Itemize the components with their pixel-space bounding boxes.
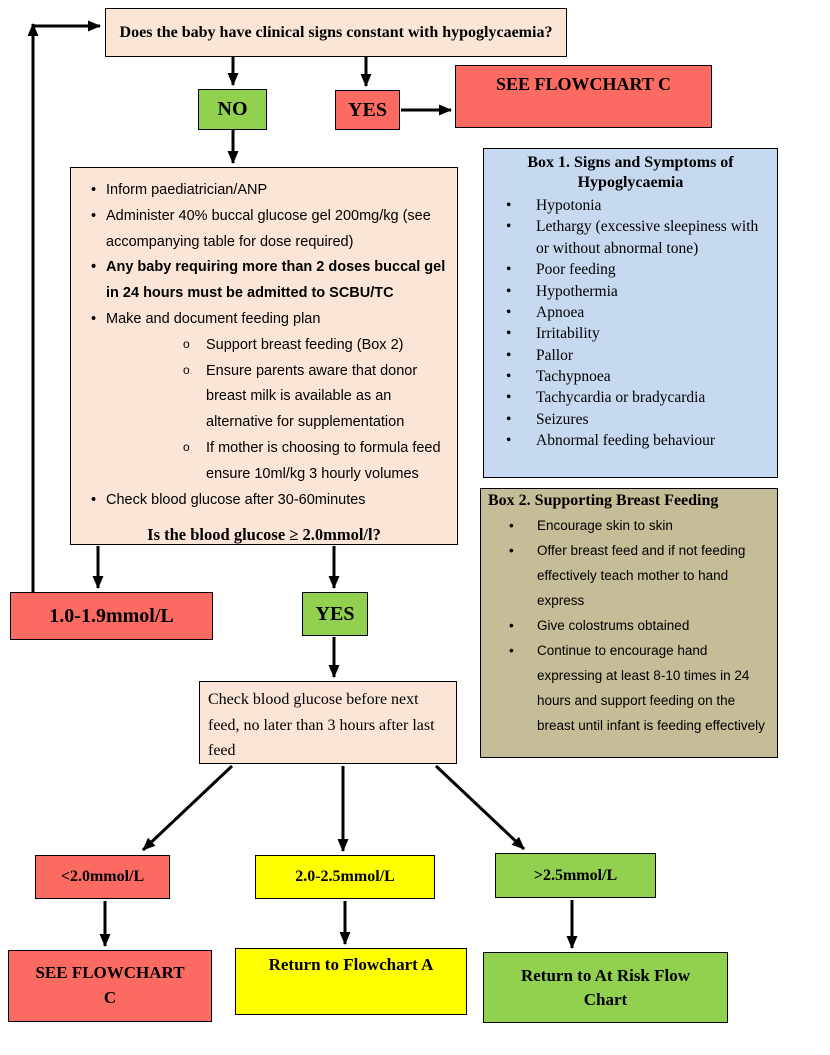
list-item: • Encourage skin to skin [501,514,771,539]
list-item: • Continue to encourage hand expressing at least 8-10 times in 24 hours and support feeding on the breast until infant is feeding effectively [501,639,771,739]
box2-title: Box 2. Supporting Breast Feeding [488,492,719,509]
list-item: o Ensure parents aware that donor breast milk is available as an alternative for supplementation [91,359,451,436]
outcome-return-flowchart-a-box [235,948,467,1015]
list-item: • Any baby requiring more than 2 doses buccal gel in 24 hours must be admitted to SCBU/TC [91,255,451,307]
list-item: • Offer breast feed and if not feeding effectively teach mother to hand express [501,539,771,614]
actions-list [71,168,457,513]
list-item: • Inform paediatrician/ANP [91,178,451,204]
list-item: • Check blood glucose after 30-60minutes [91,488,451,514]
branch-low-text: <2.0mmol/L [60,868,145,885]
list-item: • Make and document feeding plan [91,307,451,333]
list-item: • Apnoea [502,302,771,323]
list-item: • Tachycardia or bradycardia [502,387,771,408]
list-item: • Poor feeding [502,259,771,280]
list-item: • Tachypnoea [502,366,771,387]
box2-list [481,514,777,739]
yes-result-label: YES [315,602,355,625]
outcome-high-text: Return to At Risk Flow Chart [520,965,691,1009]
see-flowchart-c-top-text: SEE FLOWCHART C [495,74,672,94]
no-label: NO [217,98,248,120]
list-item: • Seizures [502,409,771,430]
outcome-see-flowchart-c-box [8,950,212,1022]
yes-result-box [302,592,368,636]
check-glucose-box [199,681,457,764]
top-question-box [105,8,567,57]
branch-low-box [35,855,170,899]
arrow-check-to-branch-high [436,766,524,849]
yes-decision-box [335,90,400,130]
branch-mid-text: 2.0-2.5mmol/L [295,868,395,885]
yes-label: YES [348,98,387,121]
list-item: • Pallor [502,345,771,366]
branch-high-box [495,853,656,898]
list-item: o Support breast feeding (Box 2) [91,333,451,359]
box1-signs-symptoms [483,148,778,478]
outcome-low-text: SEE FLOWCHART C [35,963,185,1007]
box2-breast-feeding [480,488,778,758]
actions-box [70,167,458,545]
list-item: • Hypothermia [502,281,771,302]
range-low-box [10,592,213,640]
check-glucose-text: Check blood glucose before next feed, no later than 3 hours after last feed [208,691,435,760]
arrow-check-to-branch-low [143,766,232,850]
list-item: • Give colostrums obtained [501,614,771,639]
no-decision-box [198,89,267,130]
see-flowchart-c-top-box [455,65,712,128]
list-item: • Lethargy (excessive sleepiness with or without abnormal tone) [502,216,771,259]
outcome-return-at-risk-box [483,952,728,1023]
list-item: o If mother is choosing to formula feed ensure 10ml/kg 3 hourly volumes [91,436,451,488]
branch-mid-box [255,855,435,899]
box1-title: Box 1. Signs and Symptoms of Hypoglycaemia [527,154,734,191]
range-low-text: 1.0-1.9mmol/L [49,604,174,627]
list-item: • Abnormal feeding behaviour [502,430,771,451]
glucose-question: Is the blood glucose ≥ 2.0mmol/l? [147,525,381,545]
list-item: • Hypotonia [502,195,771,216]
list-item: • Irritability [502,323,771,344]
list-item: • Administer 40% buccal glucose gel 200mg/kg (see accompanying table for dose required) [91,204,451,256]
branch-high-text: >2.5mmol/L [533,866,618,884]
outcome-mid-text: Return to Flowchart A [268,955,434,974]
top-question-text: Does the baby have clinical signs constant with hypoglycaemia? [119,23,553,41]
box1-list [484,195,777,452]
